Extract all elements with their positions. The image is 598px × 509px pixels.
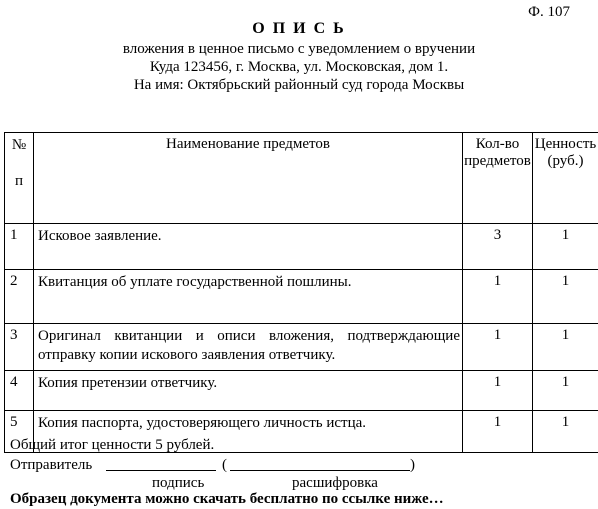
row-quantity: 1	[463, 270, 533, 324]
table-row	[5, 324, 598, 371]
column-header-number	[5, 133, 34, 224]
close-parenthesis: )	[410, 457, 415, 473]
row-number: 3	[5, 324, 34, 371]
column-header-number-letter: п	[14, 173, 24, 189]
form-number: Ф. 107	[528, 4, 570, 20]
row-quantity: 1	[463, 411, 533, 453]
row-number: 2	[5, 270, 34, 324]
row-number: 4	[5, 371, 34, 411]
document-title: О П И С Ь	[252, 20, 346, 37]
row-value: 1	[533, 224, 598, 270]
row-quantity: 3	[463, 224, 533, 270]
decode-caption: расшифровка	[292, 475, 378, 491]
table-header-row	[5, 133, 598, 224]
column-header-quantity: Кол-во предметов	[463, 133, 533, 224]
sender-label: Отправитель	[10, 457, 93, 473]
signature-line	[106, 470, 216, 471]
row-item-name: Исковое заявление.	[34, 224, 463, 270]
signature-caption: подпись	[152, 475, 205, 491]
recipient-name: На имя: Октябрьский районный суд города Москвы	[133, 77, 465, 93]
name-decoding-line	[230, 470, 410, 471]
row-item-name: Копия претензии ответчику.	[34, 371, 463, 411]
row-number: 1	[5, 224, 34, 270]
row-item-name: Оригинал квитанции и описи вложения, подтверждающие отправку копии искового заявления ответчику.	[34, 324, 463, 371]
row-value: 1	[533, 270, 598, 324]
total-value-line: Общий итог ценности 5 рублей.	[10, 437, 215, 453]
row-quantity: 1	[463, 324, 533, 371]
row-value: 1	[533, 411, 598, 453]
row-value: 1	[533, 371, 598, 411]
open-parenthesis: (	[222, 457, 227, 473]
row-item-name: Квитанция об уплате государственной пошлины.	[34, 270, 463, 324]
document-subtitle: вложения в ценное письмо с уведомлением о вручении	[122, 41, 476, 57]
table-row	[5, 270, 598, 324]
column-header-item-name: Наименование предметов	[34, 133, 463, 224]
row-item-name: Копия паспорта, удостоверяющего личность истца.	[34, 411, 463, 453]
table-row	[5, 224, 598, 270]
destination-address: Куда 123456, г. Москва, ул. Московская, дом 1.	[149, 59, 449, 75]
column-header-value: Ценность (руб.)	[533, 133, 598, 224]
download-note: Образец документа можно скачать бесплатно по ссылке ниже…	[10, 491, 444, 507]
inventory-table	[4, 132, 598, 453]
row-number: 5	[5, 411, 34, 453]
column-header-number-symbol: №	[11, 137, 27, 153]
row-value: 1	[533, 324, 598, 371]
row-quantity: 1	[463, 371, 533, 411]
table-row	[5, 371, 598, 411]
